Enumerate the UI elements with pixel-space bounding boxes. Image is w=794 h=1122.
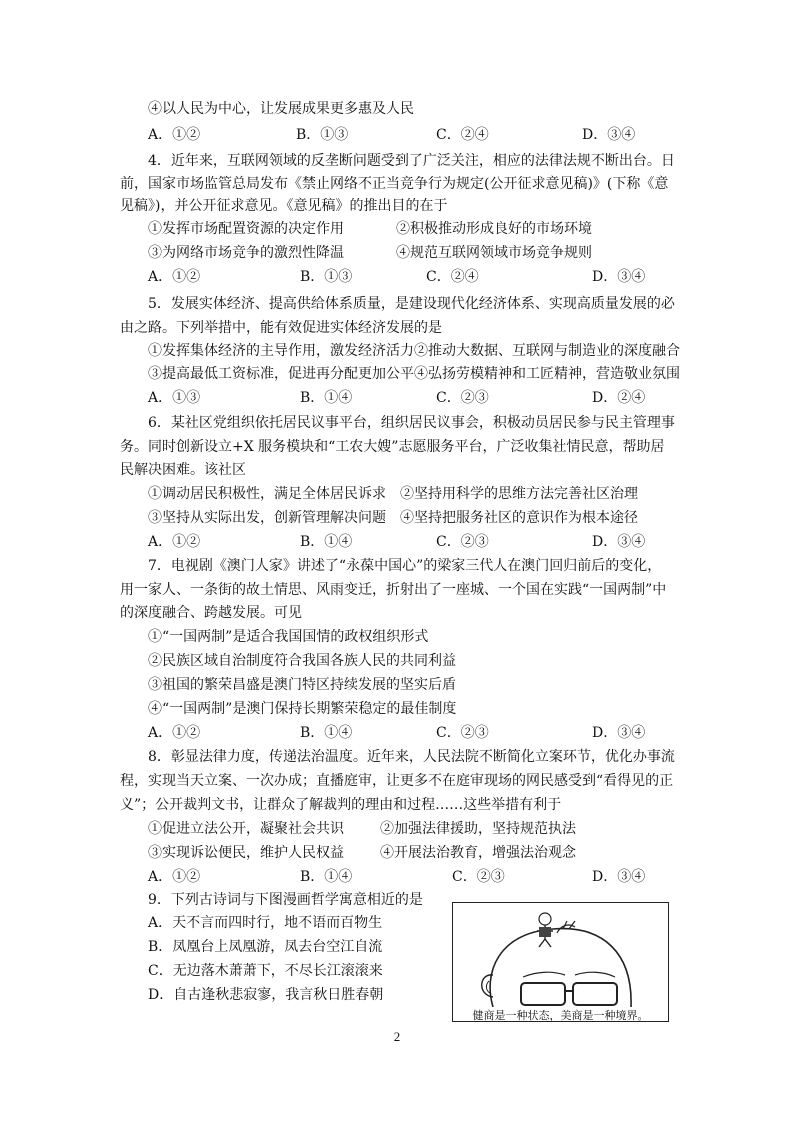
q4-stem-line-3: 见稿》)，并公开征求意见。《意见稿》的推出目的在于 [120,198,448,214]
q6-item-3: ③坚持从实际出发，创新管理解决问题 [148,510,386,526]
q6-option-c: C．②③ [436,534,489,550]
q8-option-d: D．③④ [592,869,646,885]
q6-item-4: ④坚持把服务社区的意识作为根本途径 [400,510,638,526]
q7-stem-line-2: 用一家人、一条街的故土情思、风雨变迁，折射出了一座城、一个国在实践“一国两制”中 [120,582,667,598]
q3-item-4: ④以人民为中心，让发展成果更多惠及人民 [148,101,414,117]
q7-item-4: ④“一国两制”是澳门保持长期繁荣稳定的最佳制度 [148,701,457,717]
q5-item-line-2: ③提高最低工资标准，促进再分配更加公平④弘扬劳模精神和工匠精神，营造敬业氛围 [148,366,680,382]
q7-item-2: ②民族区域自治制度符合我国各族人民的共同利益 [148,653,456,669]
q4-stem-line-1: 4．近年来，互联网领域的反垄断问题受到了广泛关注，相应的法律法规不断出台。日 [148,153,675,169]
q5-option-c: C．②③ [436,390,489,406]
q8-item-4: ④开展法治教育，增强法治观念 [380,845,576,861]
q5-option-d: D．②④ [592,390,646,406]
q3-option-a: A．①② [148,127,201,143]
q8-item-2: ②加强法律援助，坚持规范执法 [380,821,576,837]
q8-item-1: ①促进立法公开，凝聚社会共识 [148,821,344,837]
q3-option-b: B．①③ [296,127,349,143]
q6-item-2: ②坚持用科学的思维方法完善社区治理 [400,486,638,502]
q4-option-c: C．②④ [426,269,479,285]
q5-stem-line-2: 由之路。下列举措中，能有效促进实体经济发展的是 [120,320,442,336]
q4-option-d: D．③④ [592,269,646,285]
q5-item-line-1: ①发挥集体经济的主导作用，激发经济活力②推动大数据、互联网与制造业的深度融合 [148,343,680,359]
cartoon-figure [452,902,669,1022]
q7-option-b: B．①④ [300,725,353,741]
q8-item-3: ③实现诉讼便民，维护人民权益 [148,845,344,861]
q7-option-c: C．②③ [436,725,489,741]
q8-option-a: A．①② [148,869,201,885]
q9-option-d: D．自古逢秋悲寂寥，我言秋日胜春朝 [148,987,384,1003]
q4-item-4: ④规范互联网领域市场竞争规则 [396,245,592,261]
cartoon-caption: 健商是一种状态，美商是一种境界。 [472,1009,649,1022]
q6-option-a: A．①② [148,534,201,550]
q3-option-c: C．②④ [436,127,489,143]
q9-option-a: A．天不言而四时行，地不语而百物生 [148,915,383,931]
q8-option-b: B．①④ [300,869,353,885]
q6-option-d: D．③④ [592,534,646,550]
q7-option-a: A．①② [148,725,201,741]
q7-item-3: ③祖国的繁荣昌盛是澳门特区持续发展的坚实后盾 [148,677,456,693]
q4-option-a: A．①② [148,269,201,285]
q5-stem-line-1: 5．发展实体经济、提高供给体系质量，是建设现代化经济体系、实现高质量发展的必 [148,296,675,312]
q9-stem: 9．下列古诗词与下图漫画哲学寓意相近的是 [148,892,423,908]
q6-item-1: ①调动居民积极性，满足全体居民诉求 [148,486,386,502]
q8-stem-line-1: 8．彰显法律力度，传递法治温度。近年来，人民法院不断简化立案环节，优化办事流 [148,749,675,765]
q6-option-b: B．①④ [300,534,353,550]
q4-stem-line-2: 前，国家市场监管总局发布《禁止网络不正当竞争行为规定(公开征求意见稿)》(下称《意 [120,176,669,192]
q4-item-3: ③为网络市场竞争的激烈性降温 [148,245,344,261]
q7-option-d: D．③④ [592,725,646,741]
q7-stem-line-1: 7．电视剧《澳门人家》讲述了“永葆中国心”的梁家三代人在澳门回归前后的变化， [148,558,662,574]
q3-option-d: D．③④ [582,127,636,143]
q6-stem-line-3: 民解决困难。该社区 [120,462,246,478]
q8-stem-line-3: 义”；公开裁判文书，让群众了解裁判的理由和过程……这些举措有利于 [120,797,562,813]
q4-item-2: ②积极推动形成良好的市场环境 [396,221,592,237]
q9-option-c: C．无边落木萧萧下，不尽长江滚滚来 [148,963,383,979]
q4-item-1: ①发挥市场配置资源的决定作用 [148,221,344,237]
page-number: 2 [393,1029,401,1044]
q5-option-a: A．①③ [148,390,201,406]
cartoon-illustration [453,903,668,1007]
q7-item-1: ①“一国两制”是适合我国国情的政权组织形式 [148,629,429,645]
q7-stem-line-3: 的深度融合、跨越发展。可见 [120,605,302,621]
q8-stem-line-2: 程，实现当天立案、一次办成；直播庭审，让更多不在庭审现场的网民感受到“看得见的正 [120,773,674,789]
q6-stem-line-2: 务。同时创新设立+X 服务模块和“工农大嫂”志愿服务平台，广泛收集社情民意，帮助居 [120,439,665,455]
q5-option-b: B．①④ [300,390,353,406]
q6-stem-line-1: 6．某社区党组织依托居民议事平台，组织居民议事会，积极动员居民参与民主管理事 [148,415,675,431]
q4-option-b: B．①③ [300,269,353,285]
q8-option-c: C．②③ [452,869,505,885]
q9-option-b: B．凤凰台上凤凰游，凤去台空江自流 [148,939,383,955]
